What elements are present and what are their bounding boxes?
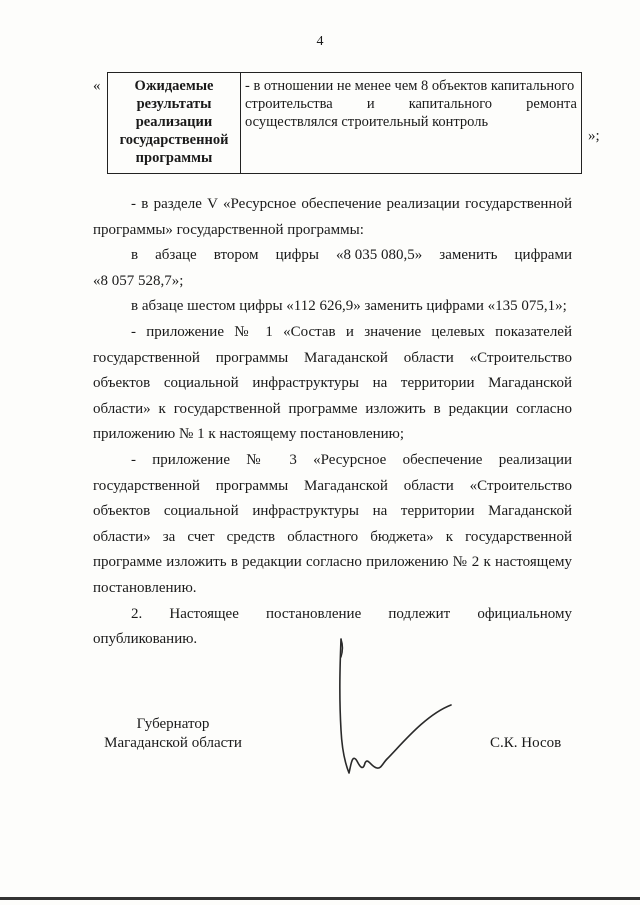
governor-title xyxy=(93,715,253,753)
word: втором xyxy=(213,247,259,264)
word: постановление xyxy=(266,605,362,622)
paragraph-section-v: - в разделе V «Ресурсное обеспечение реализации государственной программы» государственной программы: xyxy=(93,196,572,238)
word: в xyxy=(131,247,139,264)
word: цифры xyxy=(275,247,319,264)
word: «8 035 080,5» xyxy=(335,247,423,264)
label-line: результаты xyxy=(136,96,212,112)
value-line: осуществлялся строительный контроль xyxy=(245,114,489,130)
page-number: 4 xyxy=(316,34,324,49)
paragraph-appendix-3: - приложение № 3 «Ресурсное обеспечение реализации государственной программы Магаданской области «Строительство объектов социальной инфраструктуры на территории Магаданской области» за счет средств областного бюджета» к государственной программе изложить в редакции согласно приложению № 2 к настоящему постановлению. xyxy=(93,451,572,596)
scan-bottom-edge xyxy=(0,897,640,900)
label-line: Ожидаемые xyxy=(134,78,214,94)
governor-title-line: Магаданской области xyxy=(104,735,242,751)
paragraph-appendix-1: - приложение № 1 «Состав и значение целевых показателей государственной программы Магаданской области «Строительство объектов социальной инфраструктуры на территории Магаданской области» к государственной программе изложить в редакции согласно приложению № 1 к настоящему постановлению; xyxy=(93,323,572,443)
value-word: ремонта xyxy=(526,96,577,112)
paragraph-replace-second-line xyxy=(93,243,572,269)
word: официальному xyxy=(477,605,572,622)
value-word: капитального xyxy=(408,96,493,112)
paragraph-publication-end: опубликованию. xyxy=(93,631,198,648)
value-line-justified xyxy=(245,95,577,113)
opening-quote: « xyxy=(93,78,101,94)
label-line: реализации xyxy=(135,114,213,130)
label-line: государственной xyxy=(119,132,229,148)
paragraph-replace-second-value: «8 057 528,7»; xyxy=(93,272,184,289)
word: 2. xyxy=(131,605,143,622)
paragraph-publication-line xyxy=(93,602,572,628)
expected-results-table xyxy=(107,72,582,174)
word: цифрами xyxy=(514,247,572,264)
document-body xyxy=(93,192,572,653)
table-row xyxy=(108,73,582,174)
governor-name: С.К. Носов xyxy=(490,735,562,751)
governor-title-line: Губернатор xyxy=(136,716,210,732)
value-line: - в отношении не менее чем 8 объектов капитального xyxy=(245,78,575,94)
closing-quote: »; xyxy=(588,128,600,144)
table-value-cell xyxy=(241,73,582,174)
value-word: и xyxy=(366,96,375,112)
handwritten-signature xyxy=(325,635,465,785)
word: Настоящее xyxy=(169,605,239,622)
label-line: программы xyxy=(135,150,213,166)
paragraph-replace-sixth: в абзаце шестом цифры «112 626,9» заменить цифрами «135 075,1»; xyxy=(131,298,567,315)
word: абзаце xyxy=(155,247,197,264)
word: заменить xyxy=(439,247,498,264)
word: подлежит xyxy=(388,605,451,622)
table-label-cell xyxy=(108,73,241,174)
value-word: строительства xyxy=(245,96,333,112)
